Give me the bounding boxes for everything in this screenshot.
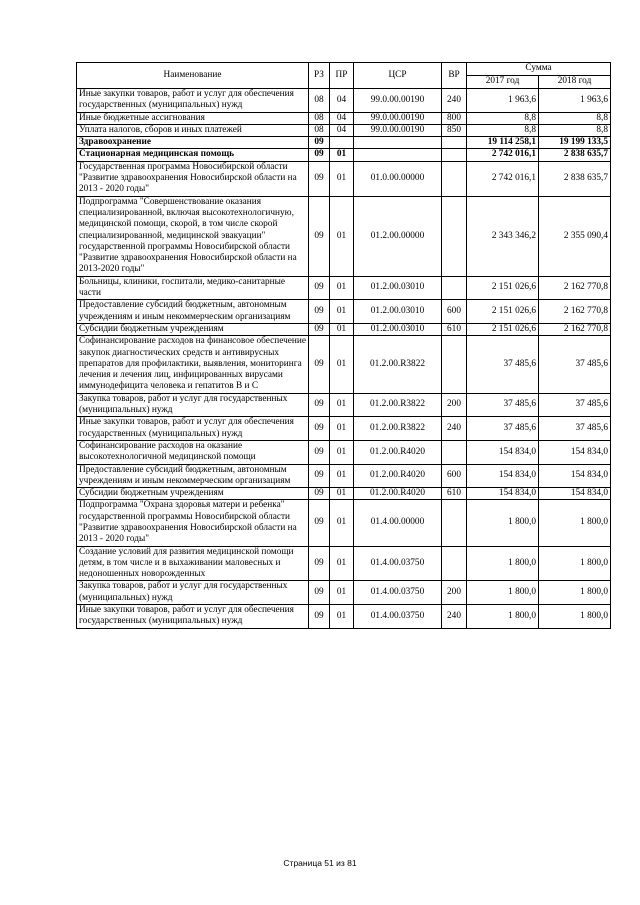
cell-y2017: 37 485,6 [467,336,539,393]
table-row [77,464,611,488]
cell-pr: 01 [330,323,354,335]
cell-y2018: 2 162 770,8 [539,323,611,335]
cell-y2018: 1 800,0 [539,500,611,546]
cell-csr: 01.0.00.00000 [354,161,442,196]
cell-rz: 09 [309,149,330,161]
cell-rz: 09 [309,500,330,546]
cell-pr: 01 [330,393,354,417]
cell-name: Иные закупки товаров, работ и услуг для обеспечения государственных (муниципальных) нужд [77,89,309,113]
cell-rz: 09 [309,605,330,629]
cell-name: Уплата налогов, сборов и иных платежей [77,124,309,136]
cell-name: Софинансирование расходов на финансовое обеспечение закупок диагностических средств и антивирусных препаратов для профилактики, выявления, мониторинга лечения и лечения лиц, инфицированных вирусами иммунодефицита человека и гепатитов В и С [77,336,309,393]
cell-vr: 240 [442,89,467,113]
cell-name: Государственная программа Новосибирской области "Развитие здравоохранения Новосибирской области на 2013 - 2020 годы" [77,161,309,196]
cell-vr: 600 [442,464,467,488]
cell-name: Иные закупки товаров, работ и услуг для обеспечения государственных (муниципальных) нужд [77,605,309,629]
cell-y2017: 1 800,0 [467,500,539,546]
cell-vr [442,276,467,300]
cell-name: Предоставление субсидий бюджетным, автономным учреждениям и иным некоммерческим организациям [77,464,309,488]
cell-y2017: 37 485,6 [467,417,539,441]
header-year-2018: 2018 год [539,76,611,89]
cell-name: Стационарная медицинская помощь [77,149,309,161]
cell-vr: 610 [442,323,467,335]
cell-y2018: 1 800,0 [539,546,611,581]
table-body [77,89,611,629]
cell-vr: 610 [442,488,467,500]
cell-name: Закупка товаров, работ и услуг для государственных (муниципальных) нужд [77,393,309,417]
cell-y2018: 37 485,6 [539,336,611,393]
cell-pr: 04 [330,124,354,136]
cell-pr: 01 [330,464,354,488]
cell-pr: 01 [330,161,354,196]
cell-csr: 01.2.00.03010 [354,300,442,324]
cell-pr: 01 [330,581,354,605]
cell-name: Создание условий для развития медицинской помощи детям, в том числе и в выхаживании маловесных и недоношенных новорожденных [77,546,309,581]
cell-y2017: 2 742 016,1 [467,161,539,196]
cell-rz: 09 [309,546,330,581]
cell-name: Подпрограмма "Охрана здоровья матери и ребенка" государственной программы Новосибирской области "Развитие здравоохранения Новосибирской области на 2013 - 2020 годы" [77,500,309,546]
cell-pr: 01 [330,546,354,581]
cell-y2018: 154 834,0 [539,464,611,488]
cell-vr [442,161,467,196]
cell-csr: 99.0.00.00190 [354,112,442,124]
cell-y2017: 1 800,0 [467,546,539,581]
cell-y2017: 2 742 016,1 [467,149,539,161]
cell-y2017: 154 834,0 [467,464,539,488]
cell-rz: 09 [309,581,330,605]
header-name: Наименование [77,63,309,89]
cell-pr: 01 [330,300,354,324]
cell-pr: 04 [330,89,354,113]
cell-csr: 01.2.00.R3822 [354,417,442,441]
cell-y2018: 154 834,0 [539,488,611,500]
cell-y2018: 154 834,0 [539,440,611,464]
cell-y2018: 1 800,0 [539,605,611,629]
cell-name: Закупка товаров, работ и услуг для государственных (муниципальных) нужд [77,581,309,605]
table-header [77,63,611,89]
header-year-2017: 2017 год [467,76,539,89]
cell-pr: 01 [330,417,354,441]
cell-pr: 01 [330,440,354,464]
cell-rz: 09 [309,488,330,500]
table-row [77,440,611,464]
table-row [77,149,611,161]
cell-csr: 01.2.00.R3822 [354,336,442,393]
cell-csr: 01.2.00.R3822 [354,393,442,417]
cell-vr: 600 [442,300,467,324]
cell-rz: 09 [309,323,330,335]
cell-vr: 800 [442,112,467,124]
table-row [77,300,611,324]
cell-csr: 01.4.00.03750 [354,546,442,581]
cell-vr [442,149,467,161]
table-row [77,112,611,124]
cell-rz: 09 [309,300,330,324]
header-sum: Сумма [467,63,611,76]
cell-vr: 240 [442,417,467,441]
cell-rz: 09 [309,196,330,276]
cell-y2018: 8,8 [539,112,611,124]
cell-vr [442,196,467,276]
cell-vr: 200 [442,393,467,417]
table-row [77,137,611,149]
cell-vr: 200 [442,581,467,605]
cell-name: Иные закупки товаров, работ и услуг для обеспечения государственных (муниципальных) нужд [77,417,309,441]
cell-y2018: 2 162 770,8 [539,300,611,324]
cell-y2018: 2 838 635,7 [539,161,611,196]
cell-y2018: 37 485,6 [539,393,611,417]
table-row [77,336,611,393]
cell-vr [442,440,467,464]
cell-rz: 09 [309,417,330,441]
cell-pr: 01 [330,500,354,546]
cell-y2018: 2 838 635,7 [539,149,611,161]
cell-csr: 01.2.00.00000 [354,196,442,276]
cell-csr [354,137,442,149]
cell-rz: 09 [309,464,330,488]
cell-name: Иные бюджетные ассигнования [77,112,309,124]
table-row [77,161,611,196]
cell-rz: 08 [309,89,330,113]
table-row [77,488,611,500]
cell-vr: 850 [442,124,467,136]
table-row [77,196,611,276]
cell-csr: 99.0.00.00190 [354,89,442,113]
cell-vr [442,500,467,546]
cell-y2017: 154 834,0 [467,488,539,500]
cell-pr: 01 [330,336,354,393]
cell-name: Софинансирование расходов на оказание высокотехнологичной медицинской помощи [77,440,309,464]
cell-name: Предоставление субсидий бюджетным, автономным учреждениям и иным некоммерческим организациям [77,300,309,324]
cell-y2017: 2 151 026,6 [467,276,539,300]
cell-csr [354,149,442,161]
cell-pr: 01 [330,276,354,300]
cell-vr: 240 [442,605,467,629]
table-row [77,89,611,113]
cell-y2017: 2 343 346,2 [467,196,539,276]
cell-rz: 08 [309,112,330,124]
table-row [77,546,611,581]
cell-name: Субсидии бюджетным учреждениям [77,323,309,335]
table-row [77,605,611,629]
cell-csr: 01.4.00.00000 [354,500,442,546]
cell-csr: 01.2.00.03010 [354,323,442,335]
cell-y2017: 8,8 [467,112,539,124]
cell-y2017: 1 963,6 [467,89,539,113]
cell-csr: 01.2.00.R4020 [354,440,442,464]
cell-rz: 08 [309,124,330,136]
cell-pr: 01 [330,488,354,500]
header-rz: РЗ [309,63,330,89]
cell-y2018: 2 162 770,8 [539,276,611,300]
cell-y2018: 1 963,6 [539,89,611,113]
cell-rz: 09 [309,276,330,300]
cell-pr: 01 [330,605,354,629]
cell-csr: 01.2.00.R4020 [354,488,442,500]
cell-y2017: 1 800,0 [467,581,539,605]
cell-y2017: 2 151 026,6 [467,300,539,324]
cell-vr [442,137,467,149]
cell-name: Субсидии бюджетным учреждениям [77,488,309,500]
cell-csr: 01.4.00.03750 [354,581,442,605]
cell-y2017: 154 834,0 [467,440,539,464]
cell-pr: 04 [330,112,354,124]
table-row [77,124,611,136]
cell-y2017: 1 800,0 [467,605,539,629]
cell-csr: 99.0.00.00190 [354,124,442,136]
cell-rz: 09 [309,393,330,417]
cell-rz: 09 [309,440,330,464]
table-row [77,500,611,546]
cell-rz: 09 [309,137,330,149]
table-row [77,581,611,605]
cell-csr: 01.2.00.03010 [354,276,442,300]
cell-y2018: 19 199 133,5 [539,137,611,149]
cell-name: Здравоохранение [77,137,309,149]
header-pr: ПР [330,63,354,89]
cell-csr: 01.4.00.03750 [354,605,442,629]
header-csr: ЦСР [354,63,442,89]
header-vr: ВР [442,63,467,89]
table-row [77,276,611,300]
cell-name: Больницы, клиники, госпитали, медико-санитарные части [77,276,309,300]
cell-csr: 01.2.00.R4020 [354,464,442,488]
budget-table [76,62,611,629]
cell-y2018: 37 485,6 [539,417,611,441]
cell-y2017: 19 114 258,1 [467,137,539,149]
cell-rz: 09 [309,336,330,393]
cell-pr [330,137,354,149]
cell-rz: 09 [309,161,330,196]
cell-vr [442,546,467,581]
table-row [77,393,611,417]
cell-y2017: 37 485,6 [467,393,539,417]
table-row [77,323,611,335]
cell-y2018: 2 355 090,4 [539,196,611,276]
cell-pr: 01 [330,149,354,161]
cell-y2018: 8,8 [539,124,611,136]
cell-name: Подпрограмма "Совершенствование оказания специализированной, включая высокотехнологичную, медицинской помощи, скорой, в том числе скорой специализированной, медицинской эвакуации" государственной программы Новосибирской области "Развитие здравоохранения Новосибирской области на 2013-2020 годы" [77,196,309,276]
cell-y2018: 1 800,0 [539,581,611,605]
cell-pr: 01 [330,196,354,276]
table-row [77,417,611,441]
page-footer: Страница 51 из 81 [283,858,357,868]
cell-vr [442,336,467,393]
cell-y2017: 2 151 026,6 [467,323,539,335]
cell-y2017: 8,8 [467,124,539,136]
